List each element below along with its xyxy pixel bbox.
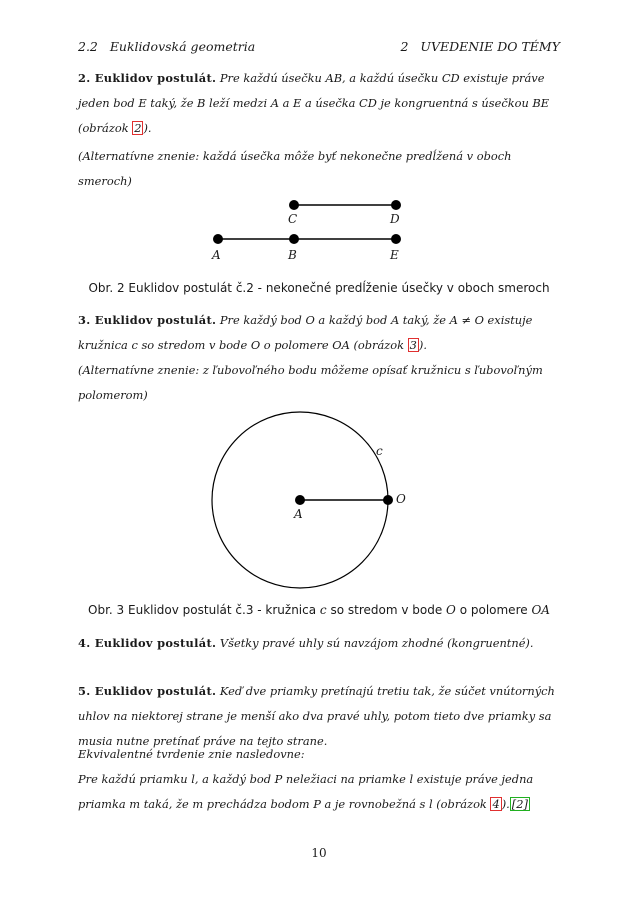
header-chapter	[401, 39, 560, 54]
figure-3-caption-oa: OA	[531, 603, 550, 617]
point-o-fig3	[383, 495, 393, 505]
header-section-number: 2.2	[78, 39, 98, 54]
point-a	[213, 234, 223, 244]
postulate-2-text-end: ).	[143, 121, 152, 135]
point-b	[289, 234, 299, 244]
figure-3-caption	[0, 603, 638, 617]
postulate-5-heading: 5. Euklidov postulát.	[78, 684, 217, 698]
label-c: C	[288, 212, 298, 226]
postulate-5-statement-end: ).	[501, 797, 510, 811]
figure-4-ref-link[interactable]: 4	[492, 797, 500, 811]
header-section-title: Euklidovská geometria	[109, 39, 256, 54]
label-o-fig3: O	[396, 492, 406, 506]
point-d	[391, 200, 401, 210]
citation-2-link[interactable]: [2]	[511, 797, 528, 811]
postulate-5-statement-text: Pre každú priamku l, a každý bod P neležiaci na priamke l existuje práve jedna priamka m taká, že m prechádza bodom P a je rovnobežná s l (obrázok	[78, 772, 534, 811]
label-d: D	[390, 212, 400, 226]
label-b: B	[288, 248, 297, 262]
postulate-2-text: Pre každú úsečku AB, a každú úsečku CD existuje práve jeden bod E taký, že B leží medzi A a E a úsečka CD je kongruentná s úsečkou BE (obrázok	[78, 71, 550, 135]
label-circle-c: c	[376, 444, 383, 458]
postulate-3-heading: 3. Euklidov postulát.	[78, 313, 217, 327]
label-a-fig3: A	[294, 507, 303, 521]
figure-2-ref-link[interactable]: 2	[134, 121, 142, 135]
label-a: A	[212, 248, 221, 262]
point-e	[391, 234, 401, 244]
postulate-2-heading: 2. Euklidov postulát.	[78, 71, 217, 85]
circle-c	[212, 412, 388, 588]
figure-3-caption-b: so stredom v bode	[326, 603, 447, 617]
postulate-3-text-end: ).	[418, 338, 427, 352]
postulate-3-alternative: (Alternatívne znenie: z ľubovoľného bodu môžeme opísať kružnicu s ľubovoľným polomerom)	[78, 363, 543, 402]
point-c	[289, 200, 299, 210]
label-e: E	[390, 248, 399, 262]
postulate-5-equivalent: Ekvivalentné tvrdenie znie nasledovne:	[78, 747, 305, 761]
postulate-4	[78, 631, 562, 656]
postulate-4-heading: 4. Euklidov postulát.	[78, 636, 217, 650]
figure-2-caption: Obr. 2 Euklidov postulát č.2 - nekonečné predĺženie úsečky v oboch smeroch	[88, 281, 550, 295]
header-chapter-title: UVEDENIE DO TÉMY	[420, 39, 560, 54]
postulate-3-text: Pre každý bod O a každý bod A taký, že A ≠ O existuje kružnica c so stredom v bode O o polomere OA (obrázok	[78, 313, 533, 352]
figure-3-caption-c: c	[319, 603, 327, 617]
header-chapter-number: 2	[400, 39, 409, 54]
postulate-5-text: Keď dve priamky pretínajú tretiu tak, že súčet vnútorných uhlov na niektorej strane je menší ako dva pravé uhly, potom tieto dve priamky sa musia nutne pretínať práve na tejto strane.	[78, 684, 555, 748]
postulate-3	[78, 308, 562, 358]
figure-3-ref-link[interactable]: 3	[409, 338, 417, 352]
figure-3-caption-o: O	[446, 603, 456, 617]
figure-3-caption-c2: o polomere	[455, 603, 532, 617]
postulate-2-alternative: (Alternatívne znenie: každá úsečka môže byť nekonečne predĺžená v oboch smeroch)	[78, 149, 512, 188]
postulate-5-statement	[78, 767, 562, 817]
header-section	[78, 39, 255, 54]
postulate-4-text: Všetky pravé uhly sú navzájom zhodné (kongruentné).	[219, 636, 534, 650]
point-a-fig3	[295, 495, 305, 505]
page-number: 10	[311, 846, 327, 860]
postulate-2	[78, 66, 562, 141]
figure-3-caption-a: Obr. 3 Euklidov postulát č.3 - kružnica	[88, 603, 320, 617]
